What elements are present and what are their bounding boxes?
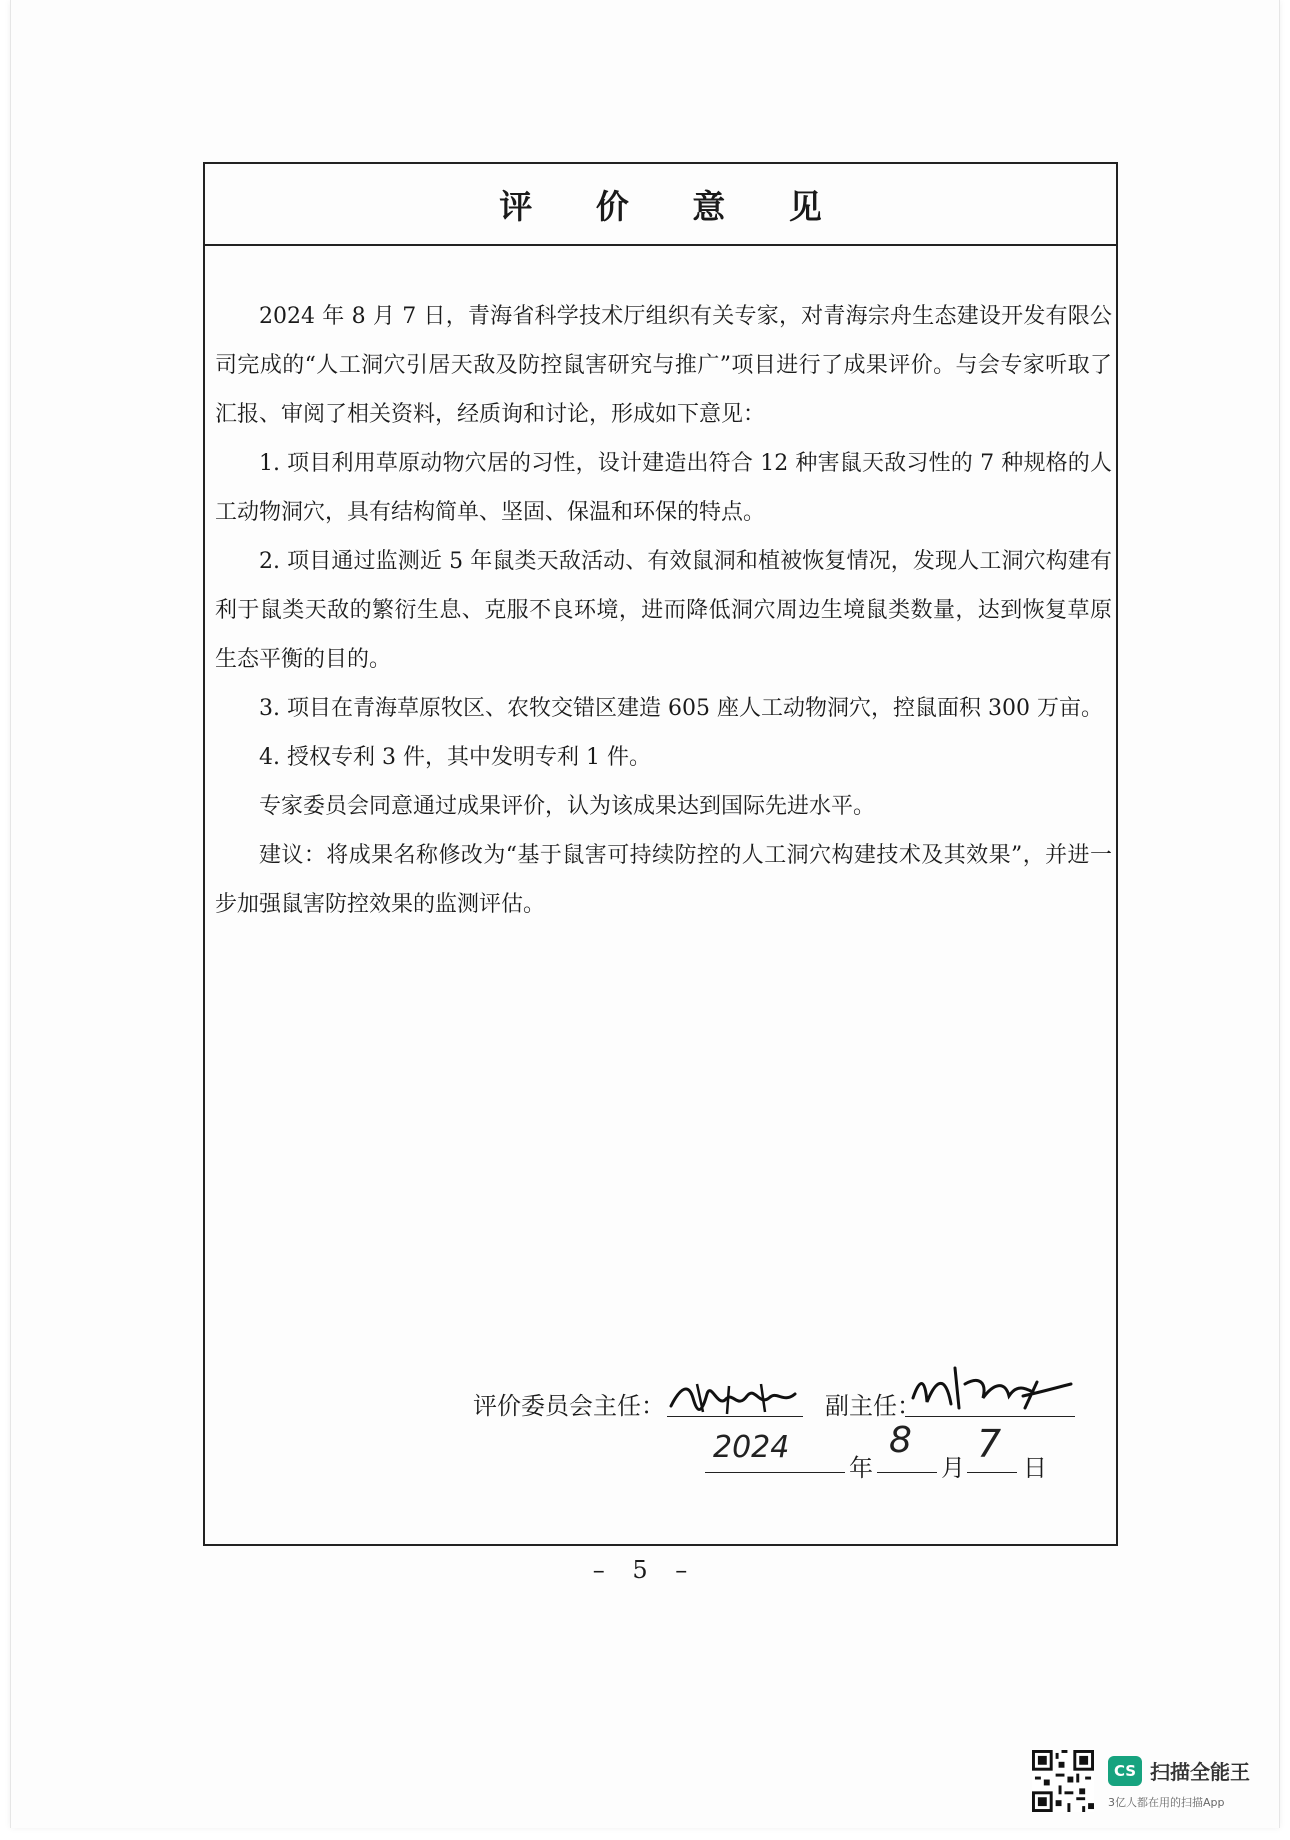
chair-label: 评价委员会主任：: [473, 1392, 665, 1420]
paragraph-point-2: 2. 项目通过监测近 5 年鼠类天敌活动、有效鼠洞和植被恢复情况，发现人工洞穴构建有利于鼠类天敌的繁衍生息、克服不良环境，进而降低洞穴周边生境鼠类数量，达到恢复草原生态平衡的目的。: [215, 549, 1112, 672]
paragraph-point-3: 3. 项目在青海草原牧区、农牧交错区建造 605 座人工动物洞穴，控鼠面积 300 万亩。: [259, 696, 1103, 721]
date-day-label: 日: [1023, 1454, 1047, 1482]
date-year-value: 2024: [713, 1430, 790, 1465]
vice-chair-signature-scribble-icon: [905, 1362, 1075, 1422]
signature-row: [473, 1352, 1113, 1422]
paragraph-point-4: 4. 授权专利 3 件，其中发明专利 1 件。: [259, 745, 651, 770]
chair-signature-scribble-icon: [667, 1376, 803, 1422]
paragraph-conclusion: 专家委员会同意通过成果评价，认为该成果达到国际先进水平。: [259, 794, 876, 819]
date-day-value: 7: [977, 1422, 1002, 1466]
date-year-label: 年: [849, 1454, 873, 1482]
date-day-field: [967, 1422, 1017, 1473]
page-number: – 5 –: [592, 1556, 698, 1584]
date-month-label: 月: [941, 1454, 965, 1482]
qr-code-icon: [1032, 1750, 1094, 1812]
evaluation-frame: [203, 162, 1118, 1546]
chair-signature: [667, 1376, 803, 1417]
paragraph-intro: 2024 年 8 月 7 日，青海省科学技术厅组织有关专家，对青海宗舟生态建设开发有限公司完成的“人工洞穴引居天敌及防控鼠害研究与推广”项目进行了成果评价。与会专家听取了汇报、审阅了相关资料，经质询和讨论，形成如下意见：: [215, 304, 1112, 427]
vice-chair-signature: [905, 1362, 1075, 1417]
date-month-value: 8: [889, 1420, 912, 1461]
date-month-field: [877, 1420, 937, 1473]
paragraph-suggestion: 建议：将成果名称修改为“基于鼠害可持续防控的人工洞穴构建技术及其效果”，并进一步加强鼠害防控效果的监测评估。: [215, 843, 1112, 917]
cs-logo-icon: CS: [1108, 1756, 1142, 1786]
vice-chair-label: 副主任：: [825, 1392, 921, 1420]
date-year-field: [705, 1426, 845, 1473]
scanner-tagline: 3亿人都在用的扫描App: [1108, 1796, 1225, 1809]
paragraph-point-1: 1. 项目利用草原动物穴居的习性，设计建造出符合 12 种害鼠天敌习性的 7 种规格的人工动物洞穴，具有结构简单、坚固、保温和环保的特点。: [215, 451, 1112, 525]
date-row: [705, 1422, 1125, 1488]
evaluation-body: [215, 292, 1112, 929]
scanner-app-name: 扫描全能王: [1150, 1760, 1250, 1784]
scanner-watermark: [1032, 1750, 1268, 1816]
document-title: 评 价 意 见: [205, 164, 1116, 246]
